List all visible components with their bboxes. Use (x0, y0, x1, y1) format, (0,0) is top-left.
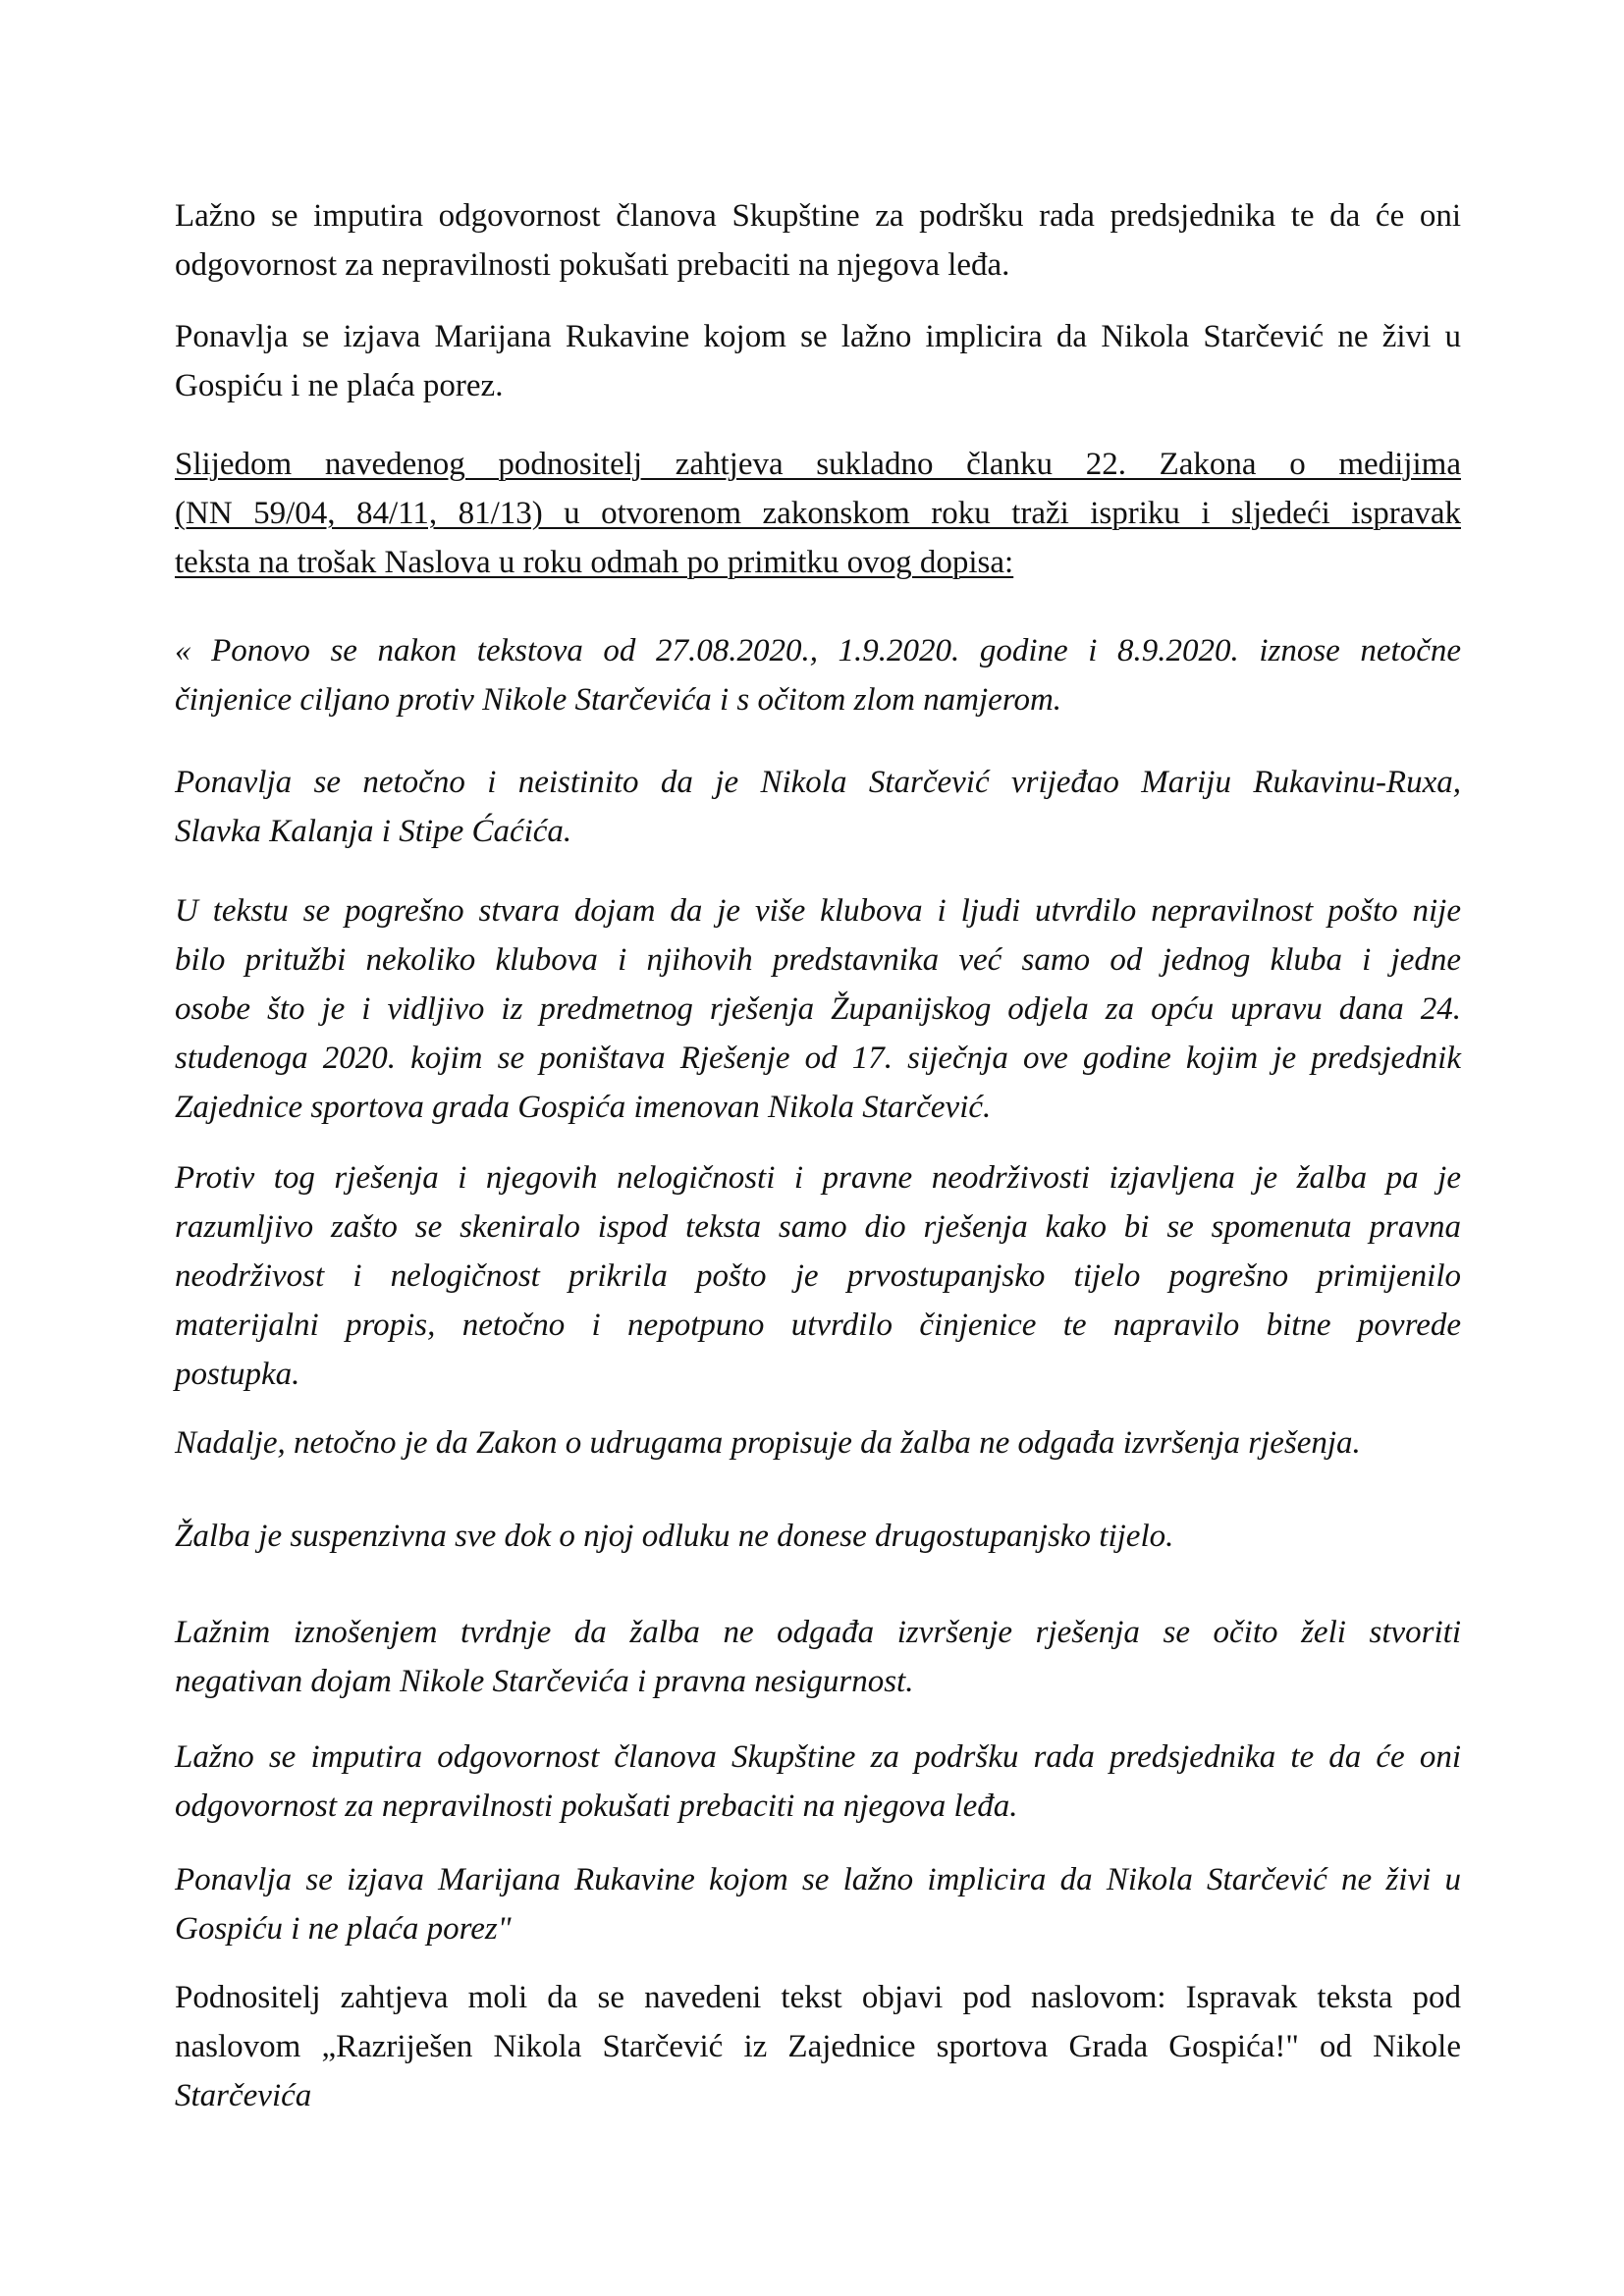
text-line: materijalni propis, netočno i nepotpuno utvrdilo činjenice te napravilo bitne povrede (175, 1308, 1461, 1343)
text-line: Nadalje, netočno je da Zakon o udrugama propisuje da žalba ne odgađa izvršenja rješenja. (175, 1425, 1361, 1461)
paragraph-appeal (175, 1153, 1461, 1399)
text-line: Žalba je suspenzivna sve dok o njoj odluku ne donese drugostupanjsko tijelo. (175, 1519, 1174, 1554)
text-line: Gospiću i ne plaća porez" (175, 1911, 512, 1947)
paragraph-insult-claim (175, 758, 1461, 856)
text-line: bilo pritužbi nekoliko klubova i njihovih predstavnika već samo od jednog kluba i jedne (175, 942, 1461, 978)
text-line: negativan dojam Nikole Starčevića i pravna nesigurnost. (175, 1664, 914, 1699)
text-line: studenoga 2020. kojim se poništava Rješenje od 17. siječnja ove godine kojim je predsjednik (175, 1041, 1461, 1076)
text-line: Podnositelj zahtjeva moli da se navedeni tekst objavi pod naslovom: Ispravak teksta pod (175, 1980, 1461, 2015)
text-line: Lažnim iznošenjem tvrdnje da žalba ne odgađa izvršenje rješenja se očito želi stvoriti (175, 1615, 1461, 1650)
text-line: činjenice ciljano protiv Nikole Starčevića i s očitom zlom namjerom. (175, 682, 1062, 718)
text-line: odgovornost za nepravilnosti pokušati prebaciti na njegova leđa. (175, 247, 1010, 283)
text-line: Zajednice sportova grada Gospića imenovan Nikola Starčević. (175, 1090, 992, 1125)
text-line: Ponavlja se netočno i neistinito da je Nikola Starčević vrijeđao Mariju Rukavinu-Ruxa, (175, 765, 1461, 800)
text-line: (NN 59/04, 84/11, 81/13) u otvorenom zakonskom roku traži ispriku i sljedeći ispravak (175, 496, 1461, 531)
text-line: Ponavlja se izjava Marijana Rukavine kojom se lažno implicira da Nikola Starčević ne živi u (175, 1862, 1461, 1897)
text-line: odgovornost za nepravilnosti pokušati prebaciti na njegova leđa. (175, 1789, 1018, 1824)
text-line: Lažno se imputira odgovornost članova Skupštine za podršku rada predsjednika te da će oni (175, 1739, 1461, 1775)
text-line: « Ponovo se nakon tekstova od 27.08.2020., 1.9.2020. godine i 8.9.2020. iznose netočne (175, 633, 1461, 668)
paragraph-false-responsibility-repeat (175, 1733, 1461, 1831)
text-line: Slavka Kalanja i Stipe Ćaćića. (175, 814, 572, 849)
text-line: Starčevića (175, 2078, 312, 2113)
text-line: Ponavlja se izjava Marijana Rukavine kojom se lažno implicira da Nikola Starčević ne živi u (175, 319, 1461, 354)
paragraph-false-claim (175, 1608, 1461, 1706)
text-line: teksta na trošak Naslova u roku odmah po primitku ovog dopisa: (175, 545, 1014, 580)
text-line: Slijedom navedenog podnositelj zahtjeva sukladno članku 22. Zakona o medijima (175, 447, 1461, 482)
paragraph-correction-request (175, 440, 1461, 587)
paragraph-false-responsibility (175, 191, 1461, 290)
text-line: osobe što je i vidljivo iz predmetnog rješenja Županijskog odjela za opću upravu dana 24. (175, 991, 1461, 1027)
paragraph-suspensive-appeal (175, 1512, 1461, 1561)
text-line: neodrživost i nelogičnost prikrila pošto je prvostupanjsko tijelo pogrešno primijenilo (175, 1258, 1461, 1294)
text-line: postupka. (175, 1357, 300, 1392)
text-line: Lažno se imputira odgovornost članova Skupštine za podršku rada predsjednika te da će oni (175, 198, 1461, 234)
text-line: U tekstu se pogrešno stvara dojam da je više klubova i ljudi utvrdilo nepravilnost pošto nije (175, 893, 1461, 929)
paragraph-clubs-complaints (175, 886, 1461, 1132)
paragraph-associations-law (175, 1418, 1461, 1468)
paragraph-correction-intro (175, 626, 1461, 724)
text-line: razumljivo zašto se skeniralo ispod teksta samo dio rješenja kako bi se spomenuta pravna (175, 1209, 1461, 1245)
text-line: Protiv tog rješenja i njegovih nelogičnosti i pravne neodrživosti izjavljena je žalba pa je (175, 1160, 1461, 1196)
text-line: naslovom „Razriješen Nikola Starčević iz Zajednice sportova Grada Gospića!" od Nikole (175, 2029, 1461, 2064)
paragraph-publication-request (175, 1973, 1461, 2120)
text-line: Gospiću i ne plaća porez. (175, 368, 504, 403)
paragraph-rukavina-repeat (175, 1855, 1461, 1953)
paragraph-rukavina-statement (175, 312, 1461, 410)
